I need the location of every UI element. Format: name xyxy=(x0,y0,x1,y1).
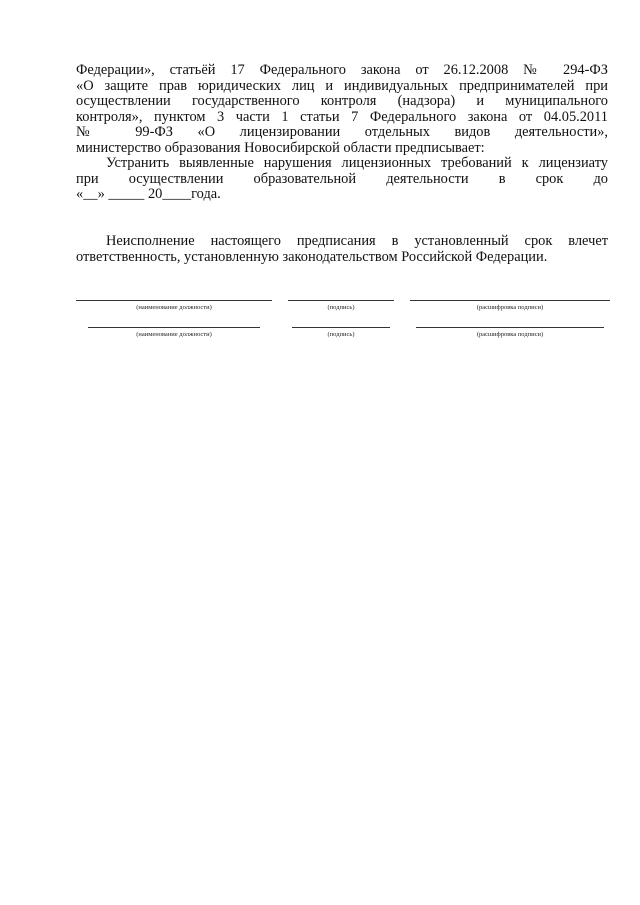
decoding-caption: (расшифровка подписи) xyxy=(476,331,544,338)
position-caption: (наименование должности) xyxy=(136,304,212,311)
text-line: Устранить выявленные нарушения лицензионных требований к лицензиату xyxy=(106,155,608,171)
decoding-line xyxy=(416,327,604,328)
signature-line xyxy=(292,327,390,328)
text-line: № 99-ФЗ «О лицензировании отдельных видов деятельности», xyxy=(76,124,608,140)
warning-paragraph xyxy=(76,234,608,265)
signature-row xyxy=(0,327,640,357)
text-line: при осуществлении образовательной деятельности в срок до xyxy=(76,170,608,187)
text-line: «О защите прав юридических лиц и индивидуальных предпринимателей при xyxy=(76,77,608,94)
text-line: ответственность, установленную законодательством Российской Федерации. xyxy=(76,248,548,265)
position-line xyxy=(88,327,260,328)
text-line: осуществлении государственного контроля (надзора) и муниципального xyxy=(76,93,608,109)
order-paragraph xyxy=(76,156,608,203)
position-line xyxy=(76,300,272,301)
legal-basis-paragraph xyxy=(76,63,608,156)
text-line: Неисполнение настоящего предписания в установленный срок влечет xyxy=(106,233,608,249)
text-line: Федерации», статьёй 17 Федерального закона от 26.12.2008 № 294-ФЗ xyxy=(76,62,608,78)
decoding-caption: (расшифровка подписи) xyxy=(476,304,544,311)
signature-row xyxy=(0,300,640,330)
text-line: контроля», пунктом 3 части 1 статьи 7 Федерального закона от 04.05.2011 xyxy=(76,108,608,125)
signature-caption: (подпись) xyxy=(327,331,355,338)
deadline-line: «__» _____ 20____года. xyxy=(76,186,221,202)
text-line: министерство образования Новосибирской области предписывает: xyxy=(76,139,485,156)
position-caption: (наименование должности) xyxy=(136,331,212,338)
decoding-line xyxy=(410,300,610,301)
signature-caption: (подпись) xyxy=(327,304,355,311)
signature-line xyxy=(288,300,394,301)
